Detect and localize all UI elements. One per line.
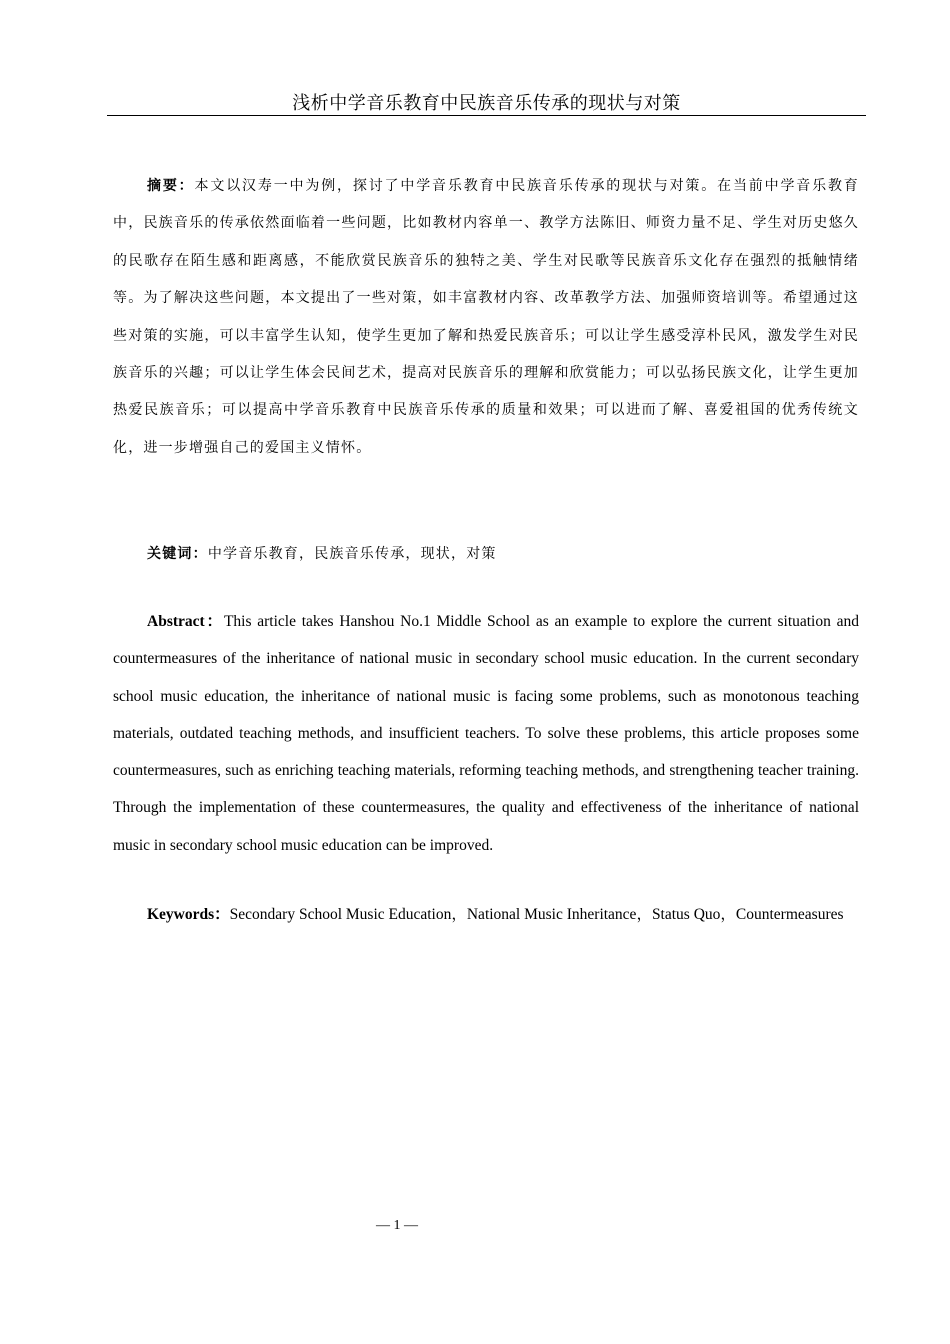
document-header-title: 浅析中学音乐教育中民族音乐传承的现状与对策 [292, 93, 681, 114]
chinese-keywords-text: 中学音乐教育，民族音乐传承，现状，对策 [207, 546, 497, 562]
english-abstract-text: This article takes Hanshou No.1 Middle School as an example to explore the current situation and countermeasures of the inheritance of national music in secondary school music education. In the current secondary school music education, the inheritance of national music is facing some problems, such as monotonous teaching materials, outdated teaching methods, and insufficient teachers. To solve these problems, this article proposes some countermeasures, such as enriching teaching materials, reforming teaching methods, and strengthening teacher training. Through the implementation of these countermeasures, the quality and effectiveness of the inheritance of national music in secondary school music education can be improved. [113, 613, 859, 854]
chinese-abstract-text: 本文以汉寿一中为例，探讨了中学音乐教育中民族音乐传承的现状与对策。在当前中学音乐教育中，民族音乐的传承依然面临着一些问题，比如教材内容单一、教学方法陈旧、师资力量不足、学生对历史悠久的民歌存在陌生感和距离感，不能欣赏民族音乐的独特之美、学生对民歌等民族音乐文化存在强烈的抵触情绪等。为了解决这些问题，本文提出了一些对策，如丰富教材内容、改革教学方法、加强师资培训等。希望通过这些对策的实施，可以丰富学生认知，使学生更加了解和热爱民族音乐；可以让学生感受淳朴民风，激发学生对民族音乐的兴趣；可以让学生体会民间艺术，提高对民族音乐的理解和欣赏能力；可以弘扬民族文化，让学生更加热爱民族音乐；可以提高中学音乐教育中民族音乐传承的质量和效果；可以进而了解、喜爱祖国的优秀传统文化，进一步增强自己的爱国主义情怀。 [113, 178, 859, 456]
english-keywords-paragraph [113, 896, 859, 933]
english-keywords-text: Secondary School Music Education，National Music Inheritance，Status Quo，Countermeasures [229, 906, 844, 923]
english-keywords-label: Keywords： [147, 906, 230, 923]
chinese-keywords-paragraph [113, 536, 859, 573]
page-number: — 1 — [376, 1218, 418, 1233]
english-abstract-label: Abstract： [147, 613, 224, 630]
header-divider [107, 115, 866, 116]
chinese-abstract-paragraph [113, 168, 859, 467]
chinese-keywords-label: 关键词： [147, 546, 208, 562]
chinese-abstract-label: 摘要： [147, 178, 195, 194]
english-abstract-paragraph [113, 603, 859, 864]
